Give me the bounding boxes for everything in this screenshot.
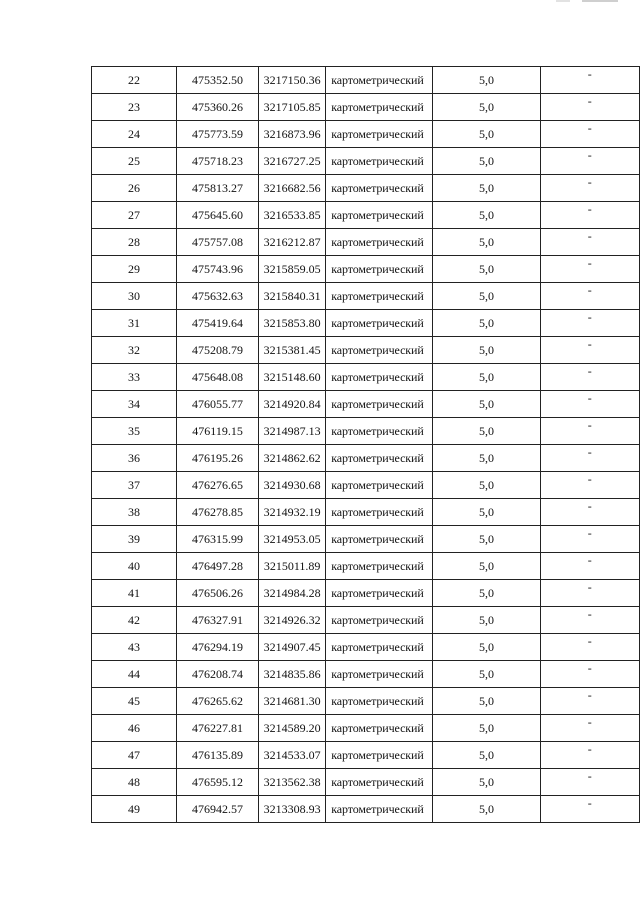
method-cell: картометрический bbox=[326, 580, 433, 607]
accuracy-cell: 5,0 bbox=[433, 688, 540, 715]
description-dash: - bbox=[587, 742, 592, 756]
description-dash: - bbox=[587, 634, 592, 648]
accuracy-cell: 5,0 bbox=[433, 418, 540, 445]
method-cell: картометрический bbox=[326, 148, 433, 175]
x-coordinate-cell: 476135.89 bbox=[177, 742, 259, 769]
point-number-cell: 41 bbox=[92, 580, 177, 607]
point-number-cell: 28 bbox=[92, 229, 177, 256]
point-number-cell: 35 bbox=[92, 418, 177, 445]
y-coordinate-cell: 3214589.20 bbox=[259, 715, 326, 742]
accuracy-cell: 5,0 bbox=[433, 148, 540, 175]
accuracy-cell: 5,0 bbox=[433, 445, 540, 472]
method-cell: картометрический bbox=[326, 418, 433, 445]
point-number-cell: 36 bbox=[92, 445, 177, 472]
x-coordinate-cell: 475352.50 bbox=[177, 67, 259, 94]
method-cell: картометрический bbox=[326, 391, 433, 418]
accuracy-cell: 5,0 bbox=[433, 796, 540, 823]
y-coordinate-cell: 3213562.38 bbox=[259, 769, 326, 796]
method-cell: картометрический bbox=[326, 742, 433, 769]
description-dash: - bbox=[587, 310, 592, 324]
y-coordinate-cell: 3215853.80 bbox=[259, 310, 326, 337]
coordinates-table bbox=[91, 66, 640, 823]
point-number-cell: 46 bbox=[92, 715, 177, 742]
method-cell: картометрический bbox=[326, 607, 433, 634]
y-coordinate-cell: 3214984.28 bbox=[259, 580, 326, 607]
x-coordinate-cell: 475645.60 bbox=[177, 202, 259, 229]
point-number-cell: 47 bbox=[92, 742, 177, 769]
accuracy-cell: 5,0 bbox=[433, 202, 540, 229]
accuracy-cell: 5,0 bbox=[433, 472, 540, 499]
y-coordinate-cell: 3214930.68 bbox=[259, 472, 326, 499]
accuracy-cell: 5,0 bbox=[433, 607, 540, 634]
point-number-cell: 29 bbox=[92, 256, 177, 283]
accuracy-cell: 5,0 bbox=[433, 337, 540, 364]
method-cell: картометрический bbox=[326, 94, 433, 121]
accuracy-cell: 5,0 bbox=[433, 256, 540, 283]
description-dash: - bbox=[587, 715, 592, 729]
description-dash: - bbox=[587, 256, 592, 270]
x-coordinate-cell: 476227.81 bbox=[177, 715, 259, 742]
description-dash: - bbox=[587, 418, 592, 432]
point-number-cell: 48 bbox=[92, 769, 177, 796]
description-dash: - bbox=[587, 688, 592, 702]
accuracy-cell: 5,0 bbox=[433, 310, 540, 337]
x-coordinate-cell: 476276.65 bbox=[177, 472, 259, 499]
accuracy-cell: 5,0 bbox=[433, 229, 540, 256]
y-coordinate-cell: 3214862.62 bbox=[259, 445, 326, 472]
y-coordinate-cell: 3215840.31 bbox=[259, 283, 326, 310]
description-dash: - bbox=[587, 499, 592, 513]
point-number-cell: 22 bbox=[92, 67, 177, 94]
method-cell: картометрический bbox=[326, 769, 433, 796]
accuracy-cell: 5,0 bbox=[433, 67, 540, 94]
y-coordinate-cell: 3213308.93 bbox=[259, 796, 326, 823]
y-coordinate-cell: 3217105.85 bbox=[259, 94, 326, 121]
description-dash: - bbox=[587, 580, 592, 594]
method-cell: картометрический bbox=[326, 661, 433, 688]
description-dash: - bbox=[587, 391, 592, 405]
description-dash: - bbox=[587, 796, 592, 810]
y-coordinate-cell: 3216682.56 bbox=[259, 175, 326, 202]
x-coordinate-cell: 475208.79 bbox=[177, 337, 259, 364]
y-coordinate-cell: 3214835.86 bbox=[259, 661, 326, 688]
method-cell: картометрический bbox=[326, 310, 433, 337]
method-cell: картометрический bbox=[326, 796, 433, 823]
description-dash: - bbox=[587, 553, 592, 567]
point-number-cell: 44 bbox=[92, 661, 177, 688]
accuracy-cell: 5,0 bbox=[433, 661, 540, 688]
description-dash: - bbox=[587, 283, 592, 297]
x-coordinate-cell: 475813.27 bbox=[177, 175, 259, 202]
y-coordinate-cell: 3215381.45 bbox=[259, 337, 326, 364]
point-number-cell: 24 bbox=[92, 121, 177, 148]
method-cell: картометрический bbox=[326, 472, 433, 499]
accuracy-cell: 5,0 bbox=[433, 94, 540, 121]
y-coordinate-cell: 3214932.19 bbox=[259, 499, 326, 526]
x-coordinate-cell: 476195.26 bbox=[177, 445, 259, 472]
x-coordinate-cell: 476327.91 bbox=[177, 607, 259, 634]
method-cell: картометрический bbox=[326, 256, 433, 283]
method-cell: картометрический bbox=[326, 67, 433, 94]
y-coordinate-cell: 3216212.87 bbox=[259, 229, 326, 256]
x-coordinate-cell: 475648.08 bbox=[177, 364, 259, 391]
description-dash: - bbox=[587, 229, 592, 243]
x-coordinate-cell: 475718.23 bbox=[177, 148, 259, 175]
point-number-cell: 26 bbox=[92, 175, 177, 202]
table-row bbox=[92, 796, 640, 823]
point-number-cell: 25 bbox=[92, 148, 177, 175]
point-number-cell: 33 bbox=[92, 364, 177, 391]
description-dash: - bbox=[587, 526, 592, 540]
accuracy-cell: 5,0 bbox=[433, 742, 540, 769]
y-coordinate-cell: 3214926.32 bbox=[259, 607, 326, 634]
method-cell: картометрический bbox=[326, 526, 433, 553]
description-dash: - bbox=[587, 607, 592, 621]
point-number-cell: 38 bbox=[92, 499, 177, 526]
accuracy-cell: 5,0 bbox=[433, 526, 540, 553]
method-cell: картометрический bbox=[326, 202, 433, 229]
y-coordinate-cell: 3214681.30 bbox=[259, 688, 326, 715]
point-number-cell: 42 bbox=[92, 607, 177, 634]
x-coordinate-cell: 476265.62 bbox=[177, 688, 259, 715]
accuracy-cell: 5,0 bbox=[433, 553, 540, 580]
method-cell: картометрический bbox=[326, 364, 433, 391]
accuracy-cell: 5,0 bbox=[433, 769, 540, 796]
accuracy-cell: 5,0 bbox=[433, 634, 540, 661]
method-cell: картометрический bbox=[326, 688, 433, 715]
x-coordinate-cell: 476497.28 bbox=[177, 553, 259, 580]
x-coordinate-cell: 475743.96 bbox=[177, 256, 259, 283]
accuracy-cell: 5,0 bbox=[433, 364, 540, 391]
accuracy-cell: 5,0 bbox=[433, 121, 540, 148]
accuracy-cell: 5,0 bbox=[433, 580, 540, 607]
method-cell: картометрический bbox=[326, 283, 433, 310]
x-coordinate-cell: 475419.64 bbox=[177, 310, 259, 337]
description-dash: - bbox=[587, 364, 592, 378]
point-number-cell: 45 bbox=[92, 688, 177, 715]
method-cell: картометрический bbox=[326, 337, 433, 364]
description-dash: - bbox=[587, 67, 592, 81]
x-coordinate-cell: 475773.59 bbox=[177, 121, 259, 148]
description-dash: - bbox=[587, 175, 592, 189]
method-cell: картометрический bbox=[326, 445, 433, 472]
point-number-cell: 27 bbox=[92, 202, 177, 229]
x-coordinate-cell: 476278.85 bbox=[177, 499, 259, 526]
y-coordinate-cell: 3214953.05 bbox=[259, 526, 326, 553]
x-coordinate-cell: 475757.08 bbox=[177, 229, 259, 256]
method-cell: картометрический bbox=[326, 634, 433, 661]
point-number-cell: 34 bbox=[92, 391, 177, 418]
point-number-cell: 37 bbox=[92, 472, 177, 499]
x-coordinate-cell: 476055.77 bbox=[177, 391, 259, 418]
point-number-cell: 32 bbox=[92, 337, 177, 364]
method-cell: картометрический bbox=[326, 121, 433, 148]
point-number-cell: 30 bbox=[92, 283, 177, 310]
y-coordinate-cell: 3215859.05 bbox=[259, 256, 326, 283]
y-coordinate-cell: 3215011.89 bbox=[259, 553, 326, 580]
point-number-cell: 39 bbox=[92, 526, 177, 553]
accuracy-cell: 5,0 bbox=[433, 283, 540, 310]
y-coordinate-cell: 3216873.96 bbox=[259, 121, 326, 148]
method-cell: картометрический bbox=[326, 553, 433, 580]
y-coordinate-cell: 3215148.60 bbox=[259, 364, 326, 391]
description-dash: - bbox=[587, 148, 592, 162]
coordinates-table-body bbox=[92, 67, 640, 823]
x-coordinate-cell: 476294.19 bbox=[177, 634, 259, 661]
point-number-cell: 23 bbox=[92, 94, 177, 121]
description-dash: - bbox=[587, 202, 592, 216]
x-coordinate-cell: 475632.63 bbox=[177, 283, 259, 310]
x-coordinate-cell: 476315.99 bbox=[177, 526, 259, 553]
description-dash: - bbox=[587, 472, 592, 486]
accuracy-cell: 5,0 bbox=[433, 391, 540, 418]
method-cell: картометрический bbox=[326, 499, 433, 526]
x-coordinate-cell: 476208.74 bbox=[177, 661, 259, 688]
method-cell: картометрический bbox=[326, 229, 433, 256]
description-dash: - bbox=[587, 94, 592, 108]
method-cell: картометрический bbox=[326, 175, 433, 202]
description-dash: - bbox=[587, 661, 592, 675]
point-number-cell: 43 bbox=[92, 634, 177, 661]
x-coordinate-cell: 476595.12 bbox=[177, 769, 259, 796]
y-coordinate-cell: 3214907.45 bbox=[259, 634, 326, 661]
x-coordinate-cell: 476942.57 bbox=[177, 796, 259, 823]
y-coordinate-cell: 3214987.13 bbox=[259, 418, 326, 445]
x-coordinate-cell: 475360.26 bbox=[177, 94, 259, 121]
description-dash: - bbox=[587, 337, 592, 351]
description-dash: - bbox=[587, 121, 592, 135]
method-cell: картометрический bbox=[326, 715, 433, 742]
y-coordinate-cell: 3216727.25 bbox=[259, 148, 326, 175]
point-number-cell: 40 bbox=[92, 553, 177, 580]
description-dash: - bbox=[587, 445, 592, 459]
x-coordinate-cell: 476506.26 bbox=[177, 580, 259, 607]
y-coordinate-cell: 3217150.36 bbox=[259, 67, 326, 94]
point-number-cell: 49 bbox=[92, 796, 177, 823]
description-dash: - bbox=[587, 769, 592, 783]
point-number-cell: 31 bbox=[92, 310, 177, 337]
accuracy-cell: 5,0 bbox=[433, 715, 540, 742]
description-cell bbox=[540, 796, 639, 823]
scan-artifact bbox=[556, 0, 570, 2]
scan-artifact bbox=[582, 0, 618, 2]
y-coordinate-cell: 3214533.07 bbox=[259, 742, 326, 769]
x-coordinate-cell: 476119.15 bbox=[177, 418, 259, 445]
y-coordinate-cell: 3216533.85 bbox=[259, 202, 326, 229]
y-coordinate-cell: 3214920.84 bbox=[259, 391, 326, 418]
accuracy-cell: 5,0 bbox=[433, 175, 540, 202]
accuracy-cell: 5,0 bbox=[433, 499, 540, 526]
